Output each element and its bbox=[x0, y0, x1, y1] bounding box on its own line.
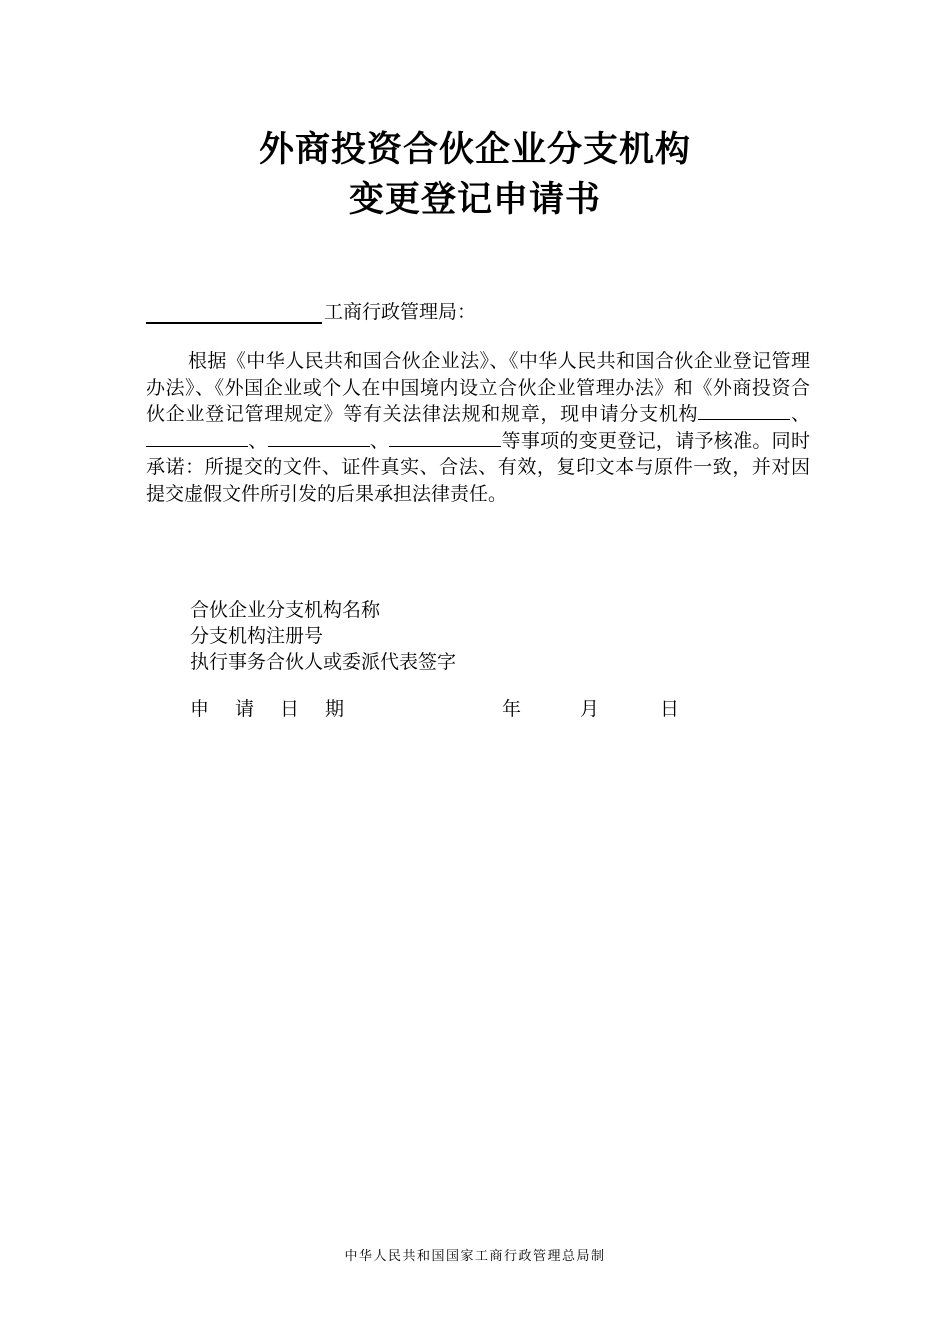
issuing-authority-footer: 中华人民共和国国家工商行政管理总局制 bbox=[344, 1249, 606, 1264]
body-intro: 根据《中华人民共和国合伙企业法》、《中华人民共和国合伙企业登记管理办法》、《外国企业或个人在中国境内设立合伙企业管理办法》和《外商投资合伙企业登记管理规定》等有关法律法规和规章，现申请分支机构 bbox=[146, 350, 810, 425]
separator-3: 、 bbox=[369, 429, 390, 452]
document-title-line1: 外商投资合伙企业分支机构 bbox=[258, 130, 691, 170]
change-item-blank-2[interactable] bbox=[146, 428, 248, 447]
separator-2: 、 bbox=[248, 429, 268, 452]
separator-1: 、 bbox=[790, 403, 810, 425]
branch-registration-number-label: 分支机构注册号 bbox=[190, 625, 324, 647]
authority-name-blank[interactable] bbox=[146, 302, 322, 324]
partner-signature-label: 执行事务合伙人或委派代表签字 bbox=[190, 651, 457, 673]
application-date-label: 申请日期 bbox=[190, 698, 371, 720]
change-item-blank-3[interactable] bbox=[268, 428, 370, 447]
branch-name-label: 合伙企业分支机构名称 bbox=[190, 599, 381, 621]
addressee-suffix: 工商行政管理局： bbox=[324, 301, 477, 323]
application-date-row bbox=[190, 696, 680, 722]
body-commitment: 等事项的变更登记，请予核准。同时承诺：所提交的文件、证件真实、合法、有效，复印文本与原件一致，并对因提交虚假文件所引发的后果承担法律责任。 bbox=[146, 429, 810, 505]
change-item-blank-4[interactable] bbox=[389, 428, 501, 447]
application-body bbox=[146, 348, 810, 507]
date-year-label: 年 bbox=[502, 698, 522, 720]
date-month-label: 月 bbox=[580, 698, 600, 720]
change-item-blank-1[interactable] bbox=[698, 401, 790, 420]
document-title-line2: 变更登记申请书 bbox=[348, 180, 601, 220]
addressee bbox=[146, 300, 476, 324]
date-day-label: 日 bbox=[660, 698, 680, 720]
